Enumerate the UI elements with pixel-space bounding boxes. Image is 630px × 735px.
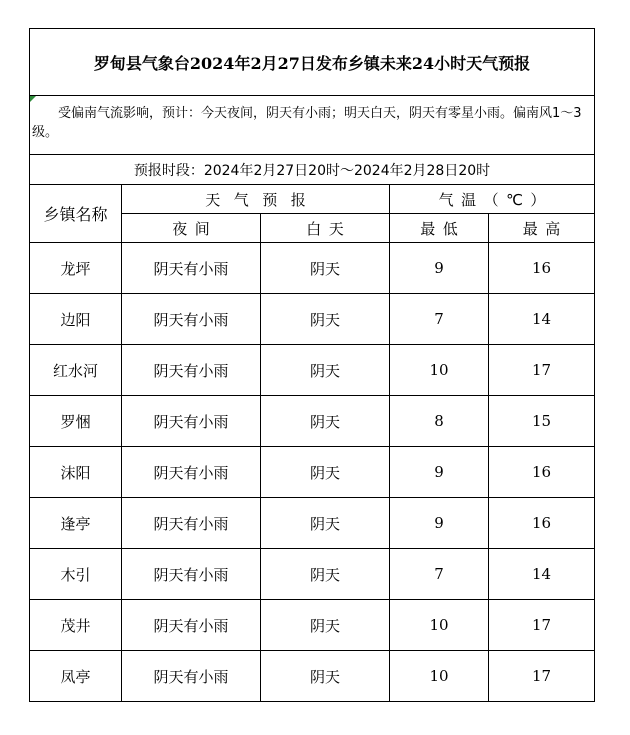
table-row	[30, 549, 595, 600]
town-cell: 罗悃	[30, 396, 122, 447]
night-weather-cell: 阴天有小雨	[122, 600, 261, 651]
min-temp-cell: 7	[390, 294, 489, 345]
table-row	[30, 651, 595, 702]
day-weather-cell: 阴天	[261, 243, 390, 294]
header-town: 乡镇名称	[30, 185, 122, 243]
header-max-label: 最高	[522, 219, 568, 238]
day-weather-cell: 阴天	[261, 651, 390, 702]
min-temp-cell: 8	[390, 396, 489, 447]
max-temp-cell: 17	[489, 345, 595, 396]
header-min	[390, 214, 489, 243]
cell-corner-indicator	[30, 96, 36, 102]
max-temp-cell: 16	[489, 243, 595, 294]
night-weather-cell: 阴天有小雨	[122, 396, 261, 447]
night-weather-cell: 阴天有小雨	[122, 243, 261, 294]
day-weather-cell: 阴天	[261, 294, 390, 345]
max-temp-cell: 14	[489, 294, 595, 345]
summary-row	[30, 96, 595, 155]
day-weather-cell: 阴天	[261, 498, 390, 549]
min-temp-cell: 9	[390, 447, 489, 498]
min-temp-cell: 10	[390, 600, 489, 651]
header-min-label: 最低	[420, 219, 466, 238]
table-row	[30, 243, 595, 294]
town-cell: 红水河	[30, 345, 122, 396]
day-weather-cell: 阴天	[261, 549, 390, 600]
forecast-table	[29, 28, 595, 702]
town-cell: 边阳	[30, 294, 122, 345]
town-cell: 茂井	[30, 600, 122, 651]
min-temp-cell: 9	[390, 243, 489, 294]
max-temp-cell: 15	[489, 396, 595, 447]
min-temp-cell: 10	[390, 345, 489, 396]
page-title: 罗甸县气象台2024年2月27日发布乡镇未来24小时天气预报	[30, 29, 595, 96]
max-temp-cell: 16	[489, 447, 595, 498]
header-temp-group-label: 气温（℃）	[438, 190, 553, 209]
night-weather-cell: 阴天有小雨	[122, 345, 261, 396]
town-cell: 龙坪	[30, 243, 122, 294]
max-temp-cell: 16	[489, 498, 595, 549]
table-row	[30, 600, 595, 651]
table-row	[30, 294, 595, 345]
day-weather-cell: 阴天	[261, 345, 390, 396]
max-temp-cell: 17	[489, 600, 595, 651]
night-weather-cell: 阴天有小雨	[122, 294, 261, 345]
table-row	[30, 498, 595, 549]
max-temp-cell: 14	[489, 549, 595, 600]
town-cell: 木引	[30, 549, 122, 600]
town-cell: 逢亭	[30, 498, 122, 549]
min-temp-cell: 9	[390, 498, 489, 549]
summary-cell	[30, 96, 595, 155]
forecast-summary: 受偏南气流影响，预计：今天夜间，阴天有小雨；明天白天，阴天有零星小雨。偏南风1～3级。	[32, 106, 582, 140]
forecast-sheet	[29, 28, 594, 705]
title-row	[30, 29, 595, 96]
day-weather-cell: 阴天	[261, 600, 390, 651]
night-weather-cell: 阴天有小雨	[122, 447, 261, 498]
header-day-label: 白天	[306, 219, 352, 238]
day-weather-cell: 阴天	[261, 447, 390, 498]
header-temp-group	[390, 185, 595, 214]
night-weather-cell: 阴天有小雨	[122, 498, 261, 549]
header-night	[122, 214, 261, 243]
header-row-1	[30, 185, 595, 214]
night-weather-cell: 阴天有小雨	[122, 651, 261, 702]
header-max	[489, 214, 595, 243]
forecast-period: 预报时段：2024年2月27日20时～2024年2月28日20时	[30, 155, 595, 185]
town-cell: 凤亭	[30, 651, 122, 702]
min-temp-cell: 10	[390, 651, 489, 702]
town-cell: 沫阳	[30, 447, 122, 498]
min-temp-cell: 7	[390, 549, 489, 600]
day-weather-cell: 阴天	[261, 396, 390, 447]
max-temp-cell: 17	[489, 651, 595, 702]
table-row	[30, 345, 595, 396]
header-night-label: 夜间	[172, 219, 218, 238]
period-row	[30, 155, 595, 185]
night-weather-cell: 阴天有小雨	[122, 549, 261, 600]
table-row	[30, 396, 595, 447]
header-weather-group-label: 天气预报	[205, 190, 320, 209]
header-day	[261, 214, 390, 243]
header-weather-group	[122, 185, 390, 214]
table-row	[30, 447, 595, 498]
